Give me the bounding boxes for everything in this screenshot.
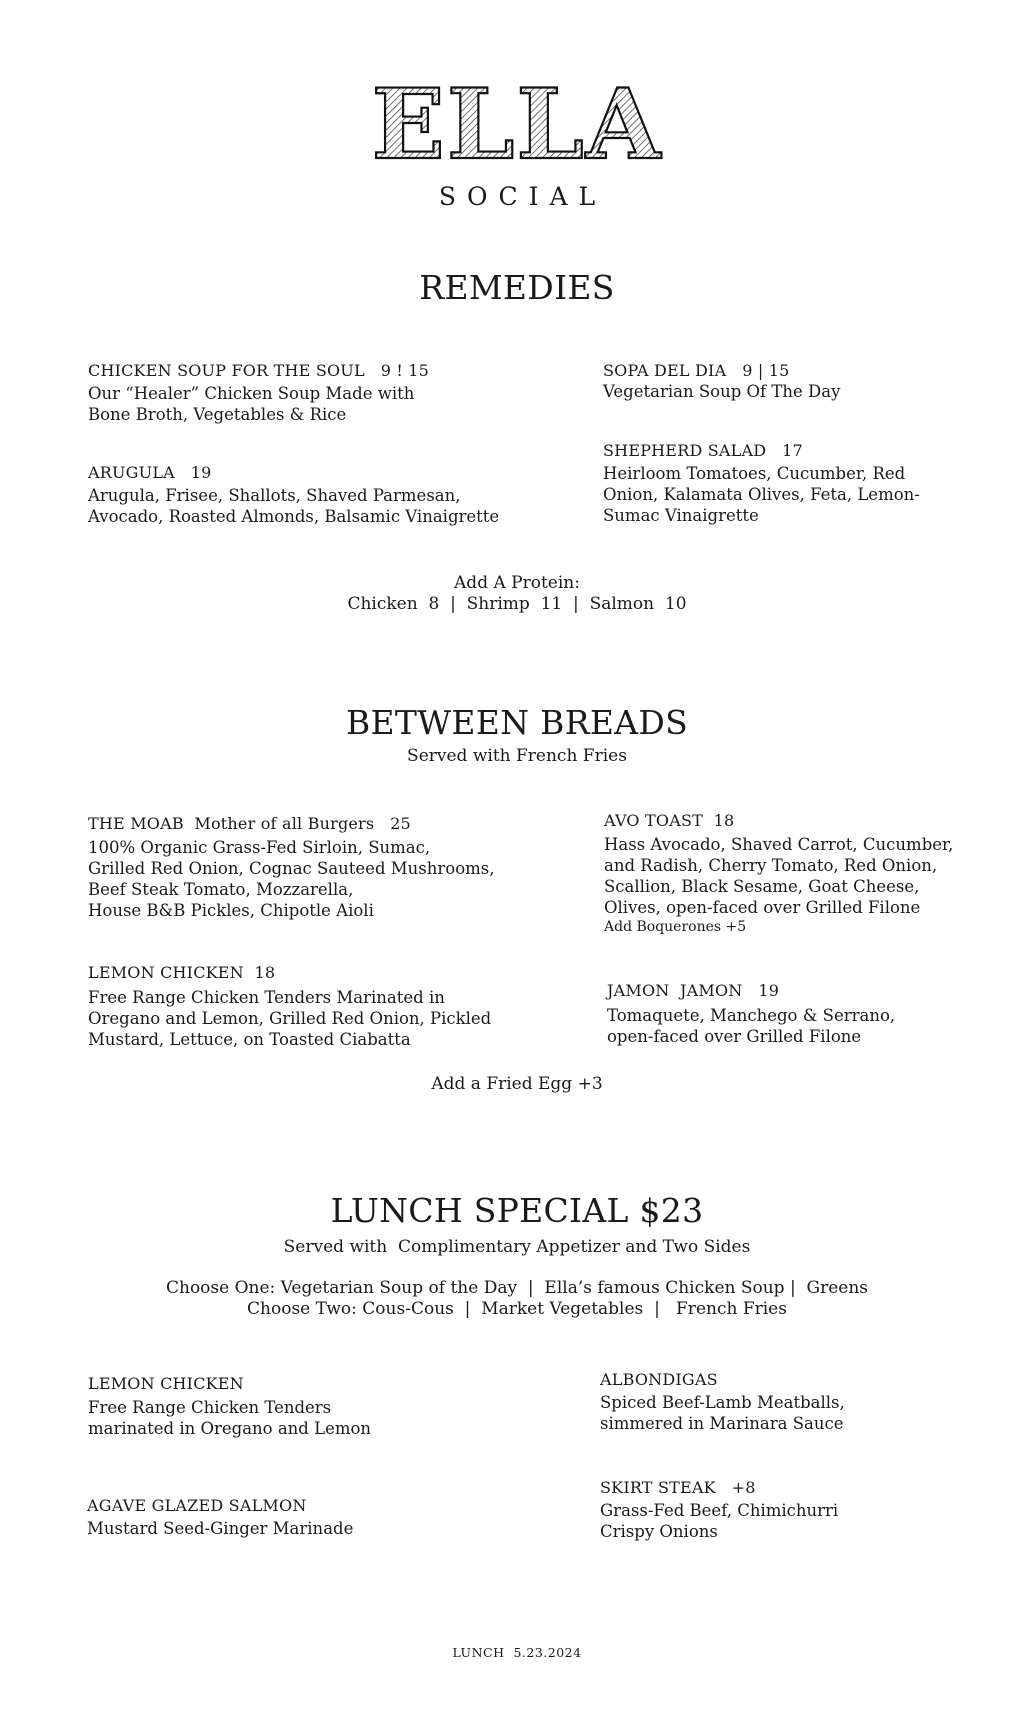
item-title xyxy=(600,1370,845,1389)
item-title xyxy=(88,1374,371,1393)
menu-item-avo-toast xyxy=(604,811,953,935)
desc-line: Crispy Onions xyxy=(600,1522,718,1541)
item-price: 17 xyxy=(782,441,803,460)
item-description xyxy=(88,383,429,425)
desc-line: Heirloom Tomatoes, Cucumber, Red xyxy=(603,464,906,483)
desc-line: Olives, open-faced over Grilled Filone xyxy=(604,898,921,917)
between-breads-subtitle: Served with French Fries xyxy=(407,746,627,766)
item-title xyxy=(607,981,895,1000)
protein-label: Add A Protein: xyxy=(454,573,580,593)
item-title xyxy=(87,1496,353,1515)
menu-item-albondigas xyxy=(600,1370,845,1434)
choose-one: Choose One: Vegetarian Soup of the Day | Ella’s famous Chicken Soup | Greens xyxy=(165,1278,869,1298)
menu-item-jamon-jamon xyxy=(607,981,895,1047)
item-title xyxy=(603,441,920,460)
between-breads-title: BETWEEN BREADS xyxy=(345,703,689,742)
item-description xyxy=(88,837,494,921)
item-price: +8 xyxy=(731,1478,756,1497)
choose-two: Choose Two: Cous-Cous | Market Vegetables | French Fries xyxy=(247,1299,787,1319)
item-name: SOPA DEL DIA xyxy=(603,361,727,380)
desc-line: Spiced Beef-Lamb Meatballs, xyxy=(600,1393,845,1412)
item-title xyxy=(88,814,494,833)
desc-line: Mustard Seed-Ginger Marinade xyxy=(87,1519,354,1538)
item-price: 19 xyxy=(758,981,780,1000)
item-title xyxy=(603,361,840,380)
desc-line: Avocado, Roasted Almonds, Balsamic Vinaigrette xyxy=(88,507,500,526)
item-name: JAMON JAMON xyxy=(607,981,743,1000)
desc-line: Our “Healer” Chicken Soup Made with xyxy=(88,384,415,403)
desc-line: Bone Broth, Vegetables & Rice xyxy=(88,405,347,424)
item-price: 9 | 15 xyxy=(742,361,790,380)
desc-line: Onion, Kalamata Olives, Feta, Lemon- xyxy=(603,485,920,504)
item-description xyxy=(88,485,499,527)
lunch-special-subtitle: Served with Complimentary Appetizer and Two Sides xyxy=(283,1237,751,1257)
item-description xyxy=(88,1397,371,1439)
logo-text: ELLA xyxy=(371,78,663,168)
item-description xyxy=(604,834,953,918)
desc-line: Free Range Chicken Tenders xyxy=(88,1398,332,1417)
desc-line: Beef Steak Tomato, Mozzarella, xyxy=(88,880,354,899)
item-name: CHICKEN SOUP FOR THE SOUL xyxy=(88,361,365,380)
item-title xyxy=(604,811,953,830)
item-name: LEMON CHICKEN xyxy=(88,963,244,982)
menu-item-lemon-chicken xyxy=(88,963,491,1050)
desc-line: Grass-Fed Beef, Chimichurri xyxy=(600,1501,839,1520)
item-name: AGAVE GLAZED SALMON xyxy=(87,1496,307,1515)
desc-line: Hass Avocado, Shaved Carrot, Cucumber, xyxy=(604,835,954,854)
brand-logo xyxy=(0,78,1034,168)
item-price: 18 xyxy=(713,811,735,830)
remedies-title: REMEDIES xyxy=(419,268,615,307)
item-price: 9 ! 15 xyxy=(380,361,430,380)
desc-line: Grilled Red Onion, Cognac Sauteed Mushrooms, xyxy=(88,859,495,878)
desc-line: Arugula, Frisee, Shallots, Shaved Parmesan, xyxy=(88,486,461,505)
item-title xyxy=(88,463,499,482)
item-name: ALBONDIGAS xyxy=(600,1370,718,1389)
menu-item-arugula xyxy=(88,463,499,527)
menu-item-skirt-steak xyxy=(600,1478,838,1542)
desc-line: Oregano and Lemon, Grilled Red Onion, Pickled xyxy=(88,1009,492,1028)
desc-line: House B&B Pickles, Chipotle Aioli xyxy=(88,901,374,920)
desc-line: and Radish, Cherry Tomato, Red Onion, xyxy=(604,856,938,875)
item-name: SKIRT STEAK xyxy=(600,1478,716,1497)
item-price: 18 xyxy=(254,963,276,982)
desc-line: Vegetarian Soup Of The Day xyxy=(603,382,841,401)
menu-item-shepherd-salad xyxy=(603,441,920,526)
desc-line: 100% Organic Grass-Fed Sirloin, Sumac, xyxy=(88,838,431,857)
item-description xyxy=(603,463,920,526)
protein-options: Chicken 8 | Shrimp 11 | Salmon 10 xyxy=(347,594,687,614)
lunch-special-title: LUNCH SPECIAL $23 xyxy=(330,1191,704,1230)
item-description xyxy=(600,1500,838,1542)
item-description xyxy=(603,381,840,402)
brand-tagline: SOCIAL xyxy=(438,182,607,211)
menu-item-sopa-del-dia xyxy=(603,361,840,402)
item-description xyxy=(87,1518,353,1539)
item-title xyxy=(600,1478,838,1497)
item-description xyxy=(600,1392,845,1434)
menu-item-special-lemon-chicken xyxy=(88,1374,371,1439)
desc-line: marinated in Oregano and Lemon xyxy=(88,1419,372,1438)
desc-line: open-faced over Grilled Filone xyxy=(607,1027,862,1046)
menu-footer-date: LUNCH 5.23.2024 xyxy=(452,1645,582,1660)
item-title xyxy=(88,361,429,380)
desc-line: Free Range Chicken Tenders Marinated in xyxy=(88,988,445,1007)
item-price: 25 xyxy=(390,814,411,833)
item-description xyxy=(607,1005,895,1047)
desc-line: Mustard, Lettuce, on Toasted Ciabatta xyxy=(88,1030,411,1049)
item-name: THE MOAB Mother of all Burgers xyxy=(88,814,375,833)
item-name: AVO TOAST xyxy=(604,811,704,830)
item-name: ARUGULA xyxy=(88,463,175,482)
item-name: SHEPHERD SALAD xyxy=(603,441,767,460)
menu-item-chicken-soup xyxy=(88,361,429,425)
menu-item-the-moab xyxy=(88,814,494,921)
item-price: 19 xyxy=(190,463,212,482)
item-addon: Add Boquerones +5 xyxy=(604,919,747,935)
desc-line: Sumac Vinaigrette xyxy=(603,506,759,525)
ella-logo-graphic xyxy=(367,78,667,168)
desc-line: Scallion, Black Sesame, Goat Cheese, xyxy=(604,877,920,896)
desc-line: simmered in Marinara Sauce xyxy=(600,1414,844,1433)
desc-line: Tomaquete, Manchego & Serrano, xyxy=(607,1006,896,1025)
item-name: LEMON CHICKEN xyxy=(88,1374,244,1393)
fried-egg-addon: Add a Fried Egg +3 xyxy=(431,1074,603,1094)
item-description xyxy=(88,987,491,1050)
menu-item-agave-glazed-salmon xyxy=(87,1496,353,1539)
item-title xyxy=(88,963,491,982)
